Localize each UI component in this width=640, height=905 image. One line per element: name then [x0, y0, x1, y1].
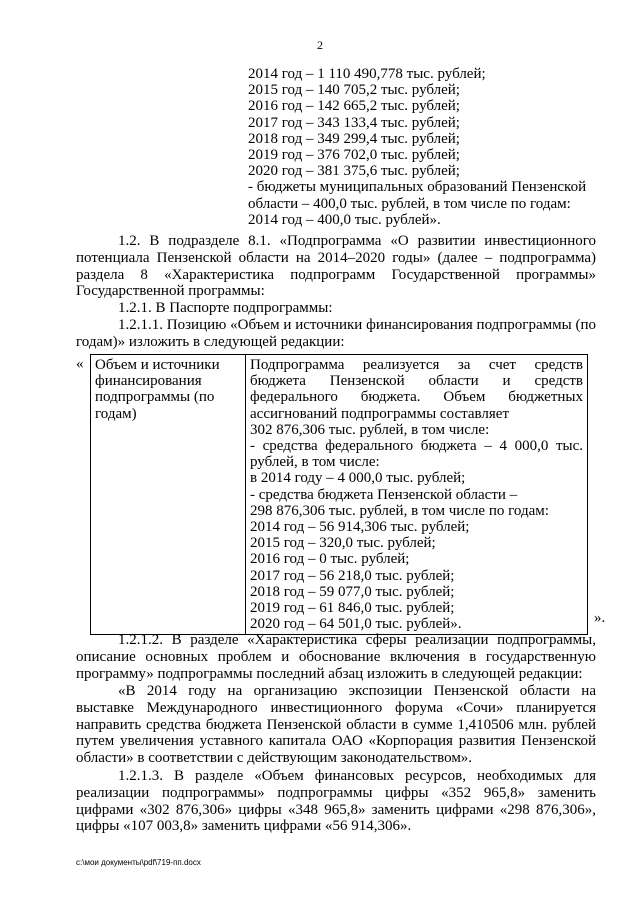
footer-file-path: c:\мои документы\pdf\719-пп.docx — [76, 858, 201, 867]
paragraph-quote: «В 2014 году на организацию экспозиции Пензенской области на выставке Международного инвестиционного форума «Сочи» планируется направить средства бюджета Пензенской области в сумме 1,410506 млн. рублей путем увеличения уставного капитала ОАО «Корпорация развития Пензенской области» в соответствии с действующим законодательством». — [76, 683, 596, 767]
list-item: 2015 год – 140 705,2 тыс. рублей; — [248, 82, 460, 99]
paragraph-1-2: 1.2. В подразделе 8.1. «Подпрограмма «О развитии инвестиционного потенциала Пензенской области на 2014–2020 годы» (далее – подпрограмма) раздела 8 «Характеристика подпрограмм Государственной программы» Государственной программы: — [76, 233, 596, 300]
closing-quote: ». — [594, 610, 606, 626]
list-item: - бюджеты муниципальных образований Пензенской — [248, 179, 587, 196]
list-item: 2014 год – 1 110 490,778 тыс. рублей; — [248, 66, 486, 82]
table-line: - средства бюджета Пензенской области – — [250, 486, 518, 503]
table-line: 2019 год – 61 846,0 тыс. рублей; — [250, 600, 455, 617]
table-line: в 2014 году – 4 000,0 тыс. рублей; — [250, 470, 466, 487]
list-item: 2014 год – 400,0 тыс. рублей». — [248, 211, 441, 228]
paragraph-1-2-1-3: 1.2.1.3. В разделе «Объем финансовых ресурсов, необходимых для реализации подпрограммы» подпрограммы цифры «352 965,8» заменить цифрами «302 876,306» цифры «348 965,8» заменить цифрами «298 876,306», цифры «107 003,8» заменить цифрами «56 914,306». — [76, 768, 596, 835]
paragraph-1-2-1-1: 1.2.1.1. Позицию «Объем и источники финансирования подпрограммы (по годам)» изложить в следующей редакции: — [76, 317, 596, 350]
table-cell-financing — [246, 355, 588, 635]
list-item: 2017 год – 343 133,4 тыс. рублей; — [248, 114, 460, 131]
list-item: 2020 год – 381 375,6 тыс. рублей; — [248, 163, 460, 180]
paragraph-1-2-1: 1.2.1. В Паспорте подпрограммы: — [118, 300, 333, 316]
table-line: 298 876,306 тыс. рублей, в том числе по годам: — [250, 502, 549, 519]
financing-table — [90, 354, 588, 635]
table-line: 302 876,306 тыс. рублей, в том числе: — [250, 421, 490, 438]
table-row — [91, 355, 588, 635]
table-line: 2018 год – 59 077,0 тыс. рублей; — [250, 583, 455, 600]
page-number: 2 — [317, 38, 323, 52]
list-item: 2016 год – 142 665,2 тыс. рублей; — [248, 98, 460, 115]
table-line: 2014 год – 56 914,306 тыс. рублей; — [250, 519, 470, 536]
table-line: - средства федерального бюджета – 4 000,0 тыс. рублей, в том числе: — [250, 438, 583, 471]
list-item: 2018 год – 349 299,4 тыс. рублей; — [248, 130, 460, 147]
paragraph-1-2-1-2: 1.2.1.2. В разделе «Характеристика сферы реализации подпрограммы, описание основных проблем и обоснование включения в государственную программу» подпрограммы последний абзац изложить в следующей редакции: — [76, 632, 596, 682]
list-item: области – 400,0 тыс. рублей, в том числе по годам: — [248, 195, 571, 212]
budget-years-list — [248, 66, 588, 228]
table-line: Подпрограмма реализуется за счет средств бюджета Пензенской области и средств федерального бюджета. Объем бюджетных ассигнований подпрограммы составляет — [250, 357, 583, 422]
table-line: 2016 год – 0 тыс. рублей; — [250, 551, 410, 568]
list-item: 2019 год – 376 702,0 тыс. рублей; — [248, 147, 460, 164]
table-line: 2020 год – 64 501,0 тыс. рублей». — [250, 616, 462, 633]
table-line: 2015 год – 320,0 тыс. рублей; — [250, 535, 436, 552]
table-line: 2017 год – 56 218,0 тыс. рублей; — [250, 567, 455, 584]
table-cell-header: Объем и источники финансирования подпрограммы (по годам) — [91, 355, 246, 635]
opening-quote: « — [76, 356, 84, 372]
